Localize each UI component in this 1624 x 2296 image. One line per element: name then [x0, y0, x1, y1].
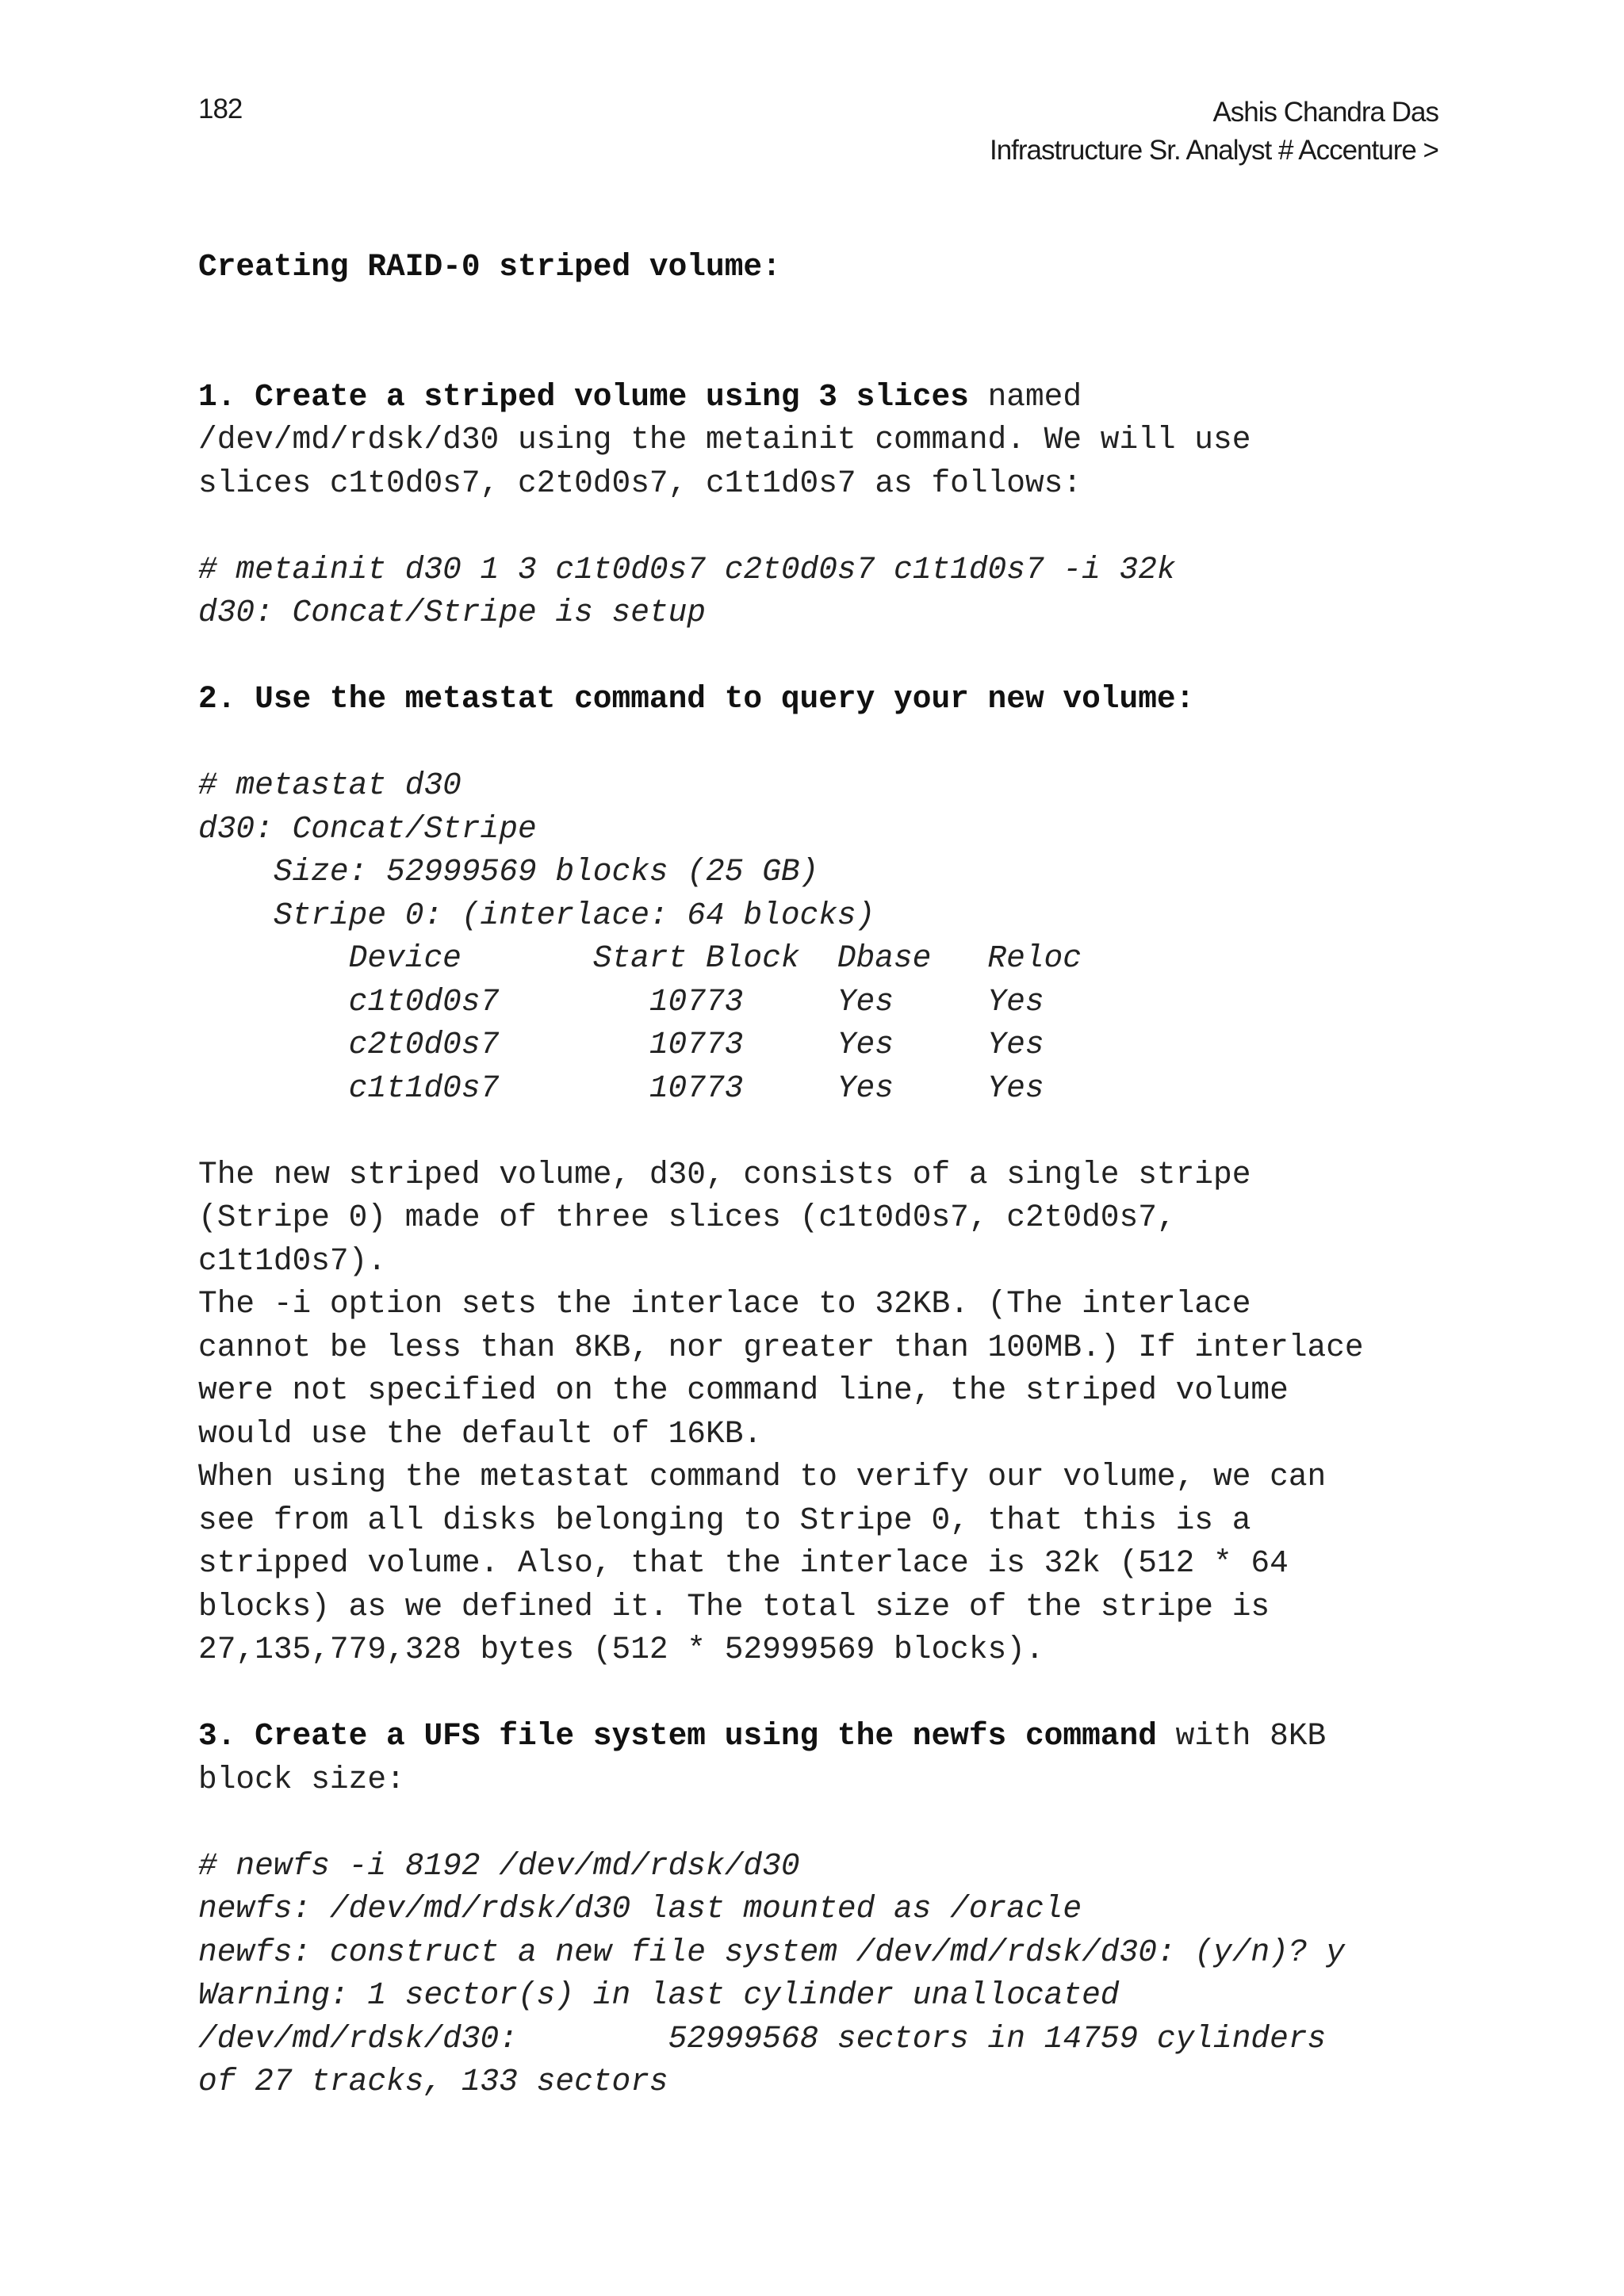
- paragraph-line: blocks) as we defined it. The total size of the stripe is: [198, 1588, 1270, 1624]
- paragraph-line: (Stripe 0) made of three slices (c1t0d0s7, c2t0d0s7,: [198, 1200, 1176, 1235]
- code-line: newfs: construct a new file system /dev/md/rdsk/d30: (y/n)? y: [198, 1934, 1345, 1970]
- paragraph-line: When using the metastat command to verify our volume, we can: [198, 1459, 1327, 1494]
- paragraph-line: The -i option sets the interlace to 32KB. (The interlace: [198, 1286, 1251, 1322]
- step-1-line: /dev/md/rdsk/d30 using the metainit command. We will use: [198, 422, 1251, 457]
- newfs-output: [198, 1845, 1451, 2104]
- step-3-heading: [198, 1715, 1451, 1758]
- step-1-normal: named: [968, 378, 1082, 415]
- table-cell: Yes: [837, 983, 894, 1020]
- paragraph-line: The new striped volume, d30, consists of a single stripe: [198, 1156, 1251, 1192]
- paragraph-line: stripped volume. Also, that the interlace is 32k (512 * 64: [198, 1545, 1289, 1581]
- code-line: /dev/md/rdsk/d30: 52999568 sectors in 14759 cylinders: [198, 2020, 1327, 2057]
- code-line: # newfs -i 8192 /dev/md/rdsk/d30: [198, 1847, 800, 1884]
- code-line: Warning: 1 sector(s) in last cylinder unallocated: [198, 1977, 1120, 2013]
- code-line: Size: 52999569 blocks (25 GB): [198, 854, 819, 890]
- paragraph-line: were not specified on the command line, the striped volume: [198, 1372, 1289, 1408]
- table-cell: Yes: [837, 1070, 894, 1106]
- code-line: of 27 tracks, 133 sectors: [198, 2064, 668, 2099]
- step-1-bold: 1. Create a striped volume using 3 slices: [198, 378, 969, 415]
- paragraph-line: would use the default of 16KB.: [198, 1415, 763, 1452]
- paragraph-line: 27,135,779,328 bytes (512 * 52999569 blocks).: [198, 1632, 1044, 1667]
- paragraph-line: c1t1d0s7).: [198, 1242, 387, 1279]
- code-line: # metainit d30 1 3 c1t0d0s7 c2t0d0s7 c1t1d0s7 -i 32k: [198, 551, 1176, 587]
- table-cell: 10773: [649, 1027, 744, 1062]
- code-line: newfs: /dev/md/rdsk/d30 last mounted as /oracle: [198, 1891, 1082, 1927]
- metastat-table: [198, 937, 1451, 1110]
- table-row: [198, 1067, 1451, 1111]
- table-row: [198, 981, 1451, 1024]
- paragraph-line: see from all disks belonging to Stripe 0, that this is a: [198, 1502, 1251, 1538]
- step-3-line: block size:: [198, 1761, 405, 1797]
- table-row: [198, 1024, 1451, 1067]
- table-header-row: [198, 937, 1451, 981]
- code-line: d30: Concat/Stripe is setup: [198, 595, 707, 630]
- table-cell: 10773: [649, 1070, 744, 1106]
- step-2-heading: 2. Use the metastat command to query your new volume:: [198, 681, 1195, 717]
- code-line: Stripe 0: (interlace: 64 blocks): [198, 897, 875, 933]
- step-1-line: slices c1t0d0s7, c2t0d0s7, c1t1d0s7 as follows:: [198, 465, 1082, 501]
- code-line: d30: Concat/Stripe: [198, 810, 537, 847]
- table-cell: Yes: [987, 1070, 1044, 1106]
- explanation-paragraph: [198, 1154, 1451, 1672]
- table-cell: Yes: [987, 983, 1044, 1020]
- step-1-heading: [198, 376, 1451, 419]
- paragraph-line: cannot be less than 8KB, nor greater than 100MB.) If interlace: [198, 1329, 1364, 1365]
- table-cell: 10773: [649, 983, 744, 1020]
- code-line: # metastat d30: [198, 767, 462, 803]
- step-3-bold: 3. Create a UFS file system using the newfs command: [198, 1718, 1157, 1754]
- table-header-cell: Start Block: [592, 940, 800, 976]
- table-header-cell: Reloc: [987, 940, 1082, 976]
- table-cell: c2t0d0s7: [348, 1027, 500, 1062]
- author-role: Infrastructure Sr. Analyst # Accenture >: [989, 135, 1438, 166]
- table-cell: Yes: [837, 1027, 894, 1062]
- table-header-cell: Device: [348, 940, 462, 976]
- table-cell: c1t0d0s7: [348, 983, 500, 1020]
- section-title: Creating RAID-0 striped volume:: [198, 249, 781, 285]
- table-header-cell: Dbase: [837, 940, 932, 976]
- page-number: 182: [198, 94, 243, 124]
- step-3-normal: with 8KB: [1156, 1718, 1327, 1754]
- document-body: [198, 246, 1451, 2104]
- author-name: Ashis Chandra Das: [1212, 97, 1438, 128]
- header-right: [990, 94, 1438, 170]
- table-cell: Yes: [987, 1027, 1044, 1062]
- table-cell: c1t1d0s7: [348, 1070, 500, 1106]
